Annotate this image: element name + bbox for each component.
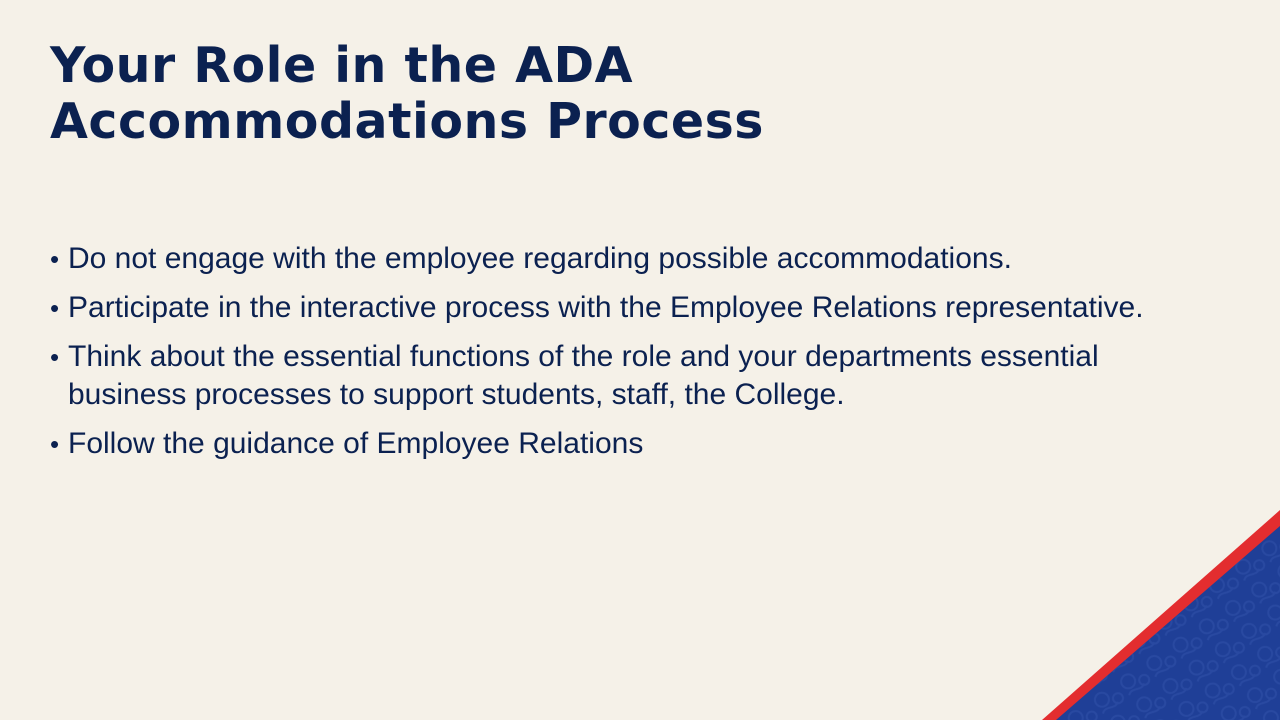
guidance-text-2: Participate in the interactive process with the Employee Relations representative.	[68, 291, 1144, 324]
guidance-text-4: Follow the guidance of Employee Relations	[68, 427, 644, 460]
guidance-bullet-1	[50, 240, 1190, 278]
guidance-text-3: Think about the essential functions of the role and your departments essential business processes to support students, staff, the College.	[68, 340, 1099, 411]
guidance-bullet-3	[50, 338, 1190, 414]
guidance-text-1: Do not engage with the employee regarding possible accommodations.	[68, 242, 1012, 275]
decorative-corner-banner	[1028, 500, 1280, 720]
slide-title-line-1: Your Role in the ADA	[50, 37, 634, 94]
slide-title-line-2: Accommodations Process	[50, 93, 764, 150]
diagonal-stripe-graphic	[1028, 500, 1280, 720]
guidance-bullet-4	[50, 425, 1190, 463]
role-guidance-list	[50, 240, 1190, 474]
bullet-point-icon: •	[50, 429, 60, 459]
guidance-bullet-2	[50, 289, 1190, 327]
bullet-point-icon: •	[50, 342, 60, 372]
bullet-point-icon: •	[50, 244, 60, 274]
slide-title	[50, 38, 1050, 150]
bullet-point-icon: •	[50, 293, 60, 323]
decorative-pattern-icon	[1056, 526, 1280, 720]
